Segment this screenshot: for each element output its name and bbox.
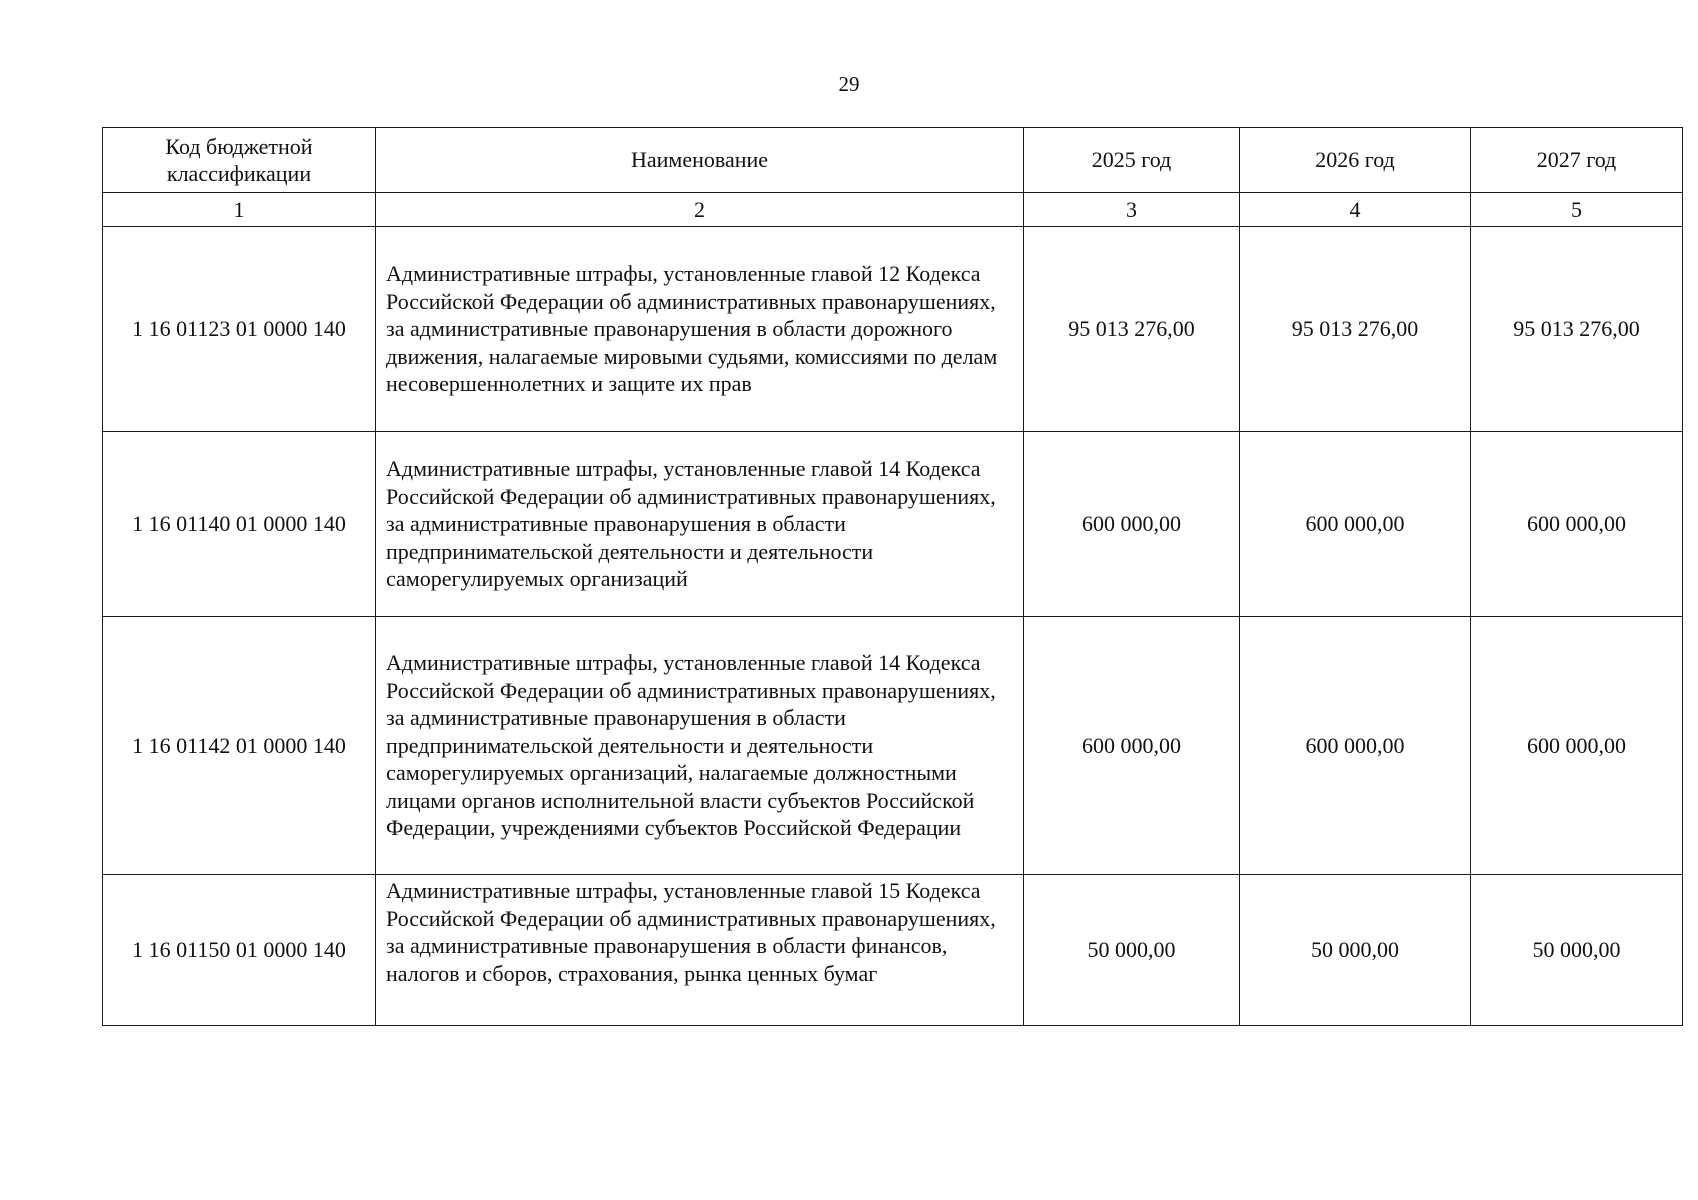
column-number-row xyxy=(103,193,1683,227)
value-2027-cell: 600 000,00 xyxy=(1471,617,1683,875)
table-header-row xyxy=(103,128,1683,193)
value-2026-cell: 600 000,00 xyxy=(1240,432,1471,617)
table-row xyxy=(103,432,1683,617)
code-cell: 1 16 01142 01 0000 140 xyxy=(103,617,376,875)
budget-table xyxy=(102,127,1683,1026)
header-2026: 2026 год xyxy=(1240,128,1471,193)
header-2027: 2027 год xyxy=(1471,128,1683,193)
column-number: 1 xyxy=(103,193,376,227)
value-2027-cell: 95 013 276,00 xyxy=(1471,227,1683,432)
table-row xyxy=(103,875,1683,1026)
value-2027-cell: 50 000,00 xyxy=(1471,875,1683,1026)
value-2025-cell: 600 000,00 xyxy=(1024,617,1240,875)
value-2026-cell: 600 000,00 xyxy=(1240,617,1471,875)
header-name: Наименование xyxy=(376,128,1024,193)
column-number: 5 xyxy=(1471,193,1683,227)
value-2025-cell: 95 013 276,00 xyxy=(1024,227,1240,432)
value-2025-cell: 50 000,00 xyxy=(1024,875,1240,1026)
table-row xyxy=(103,227,1683,432)
column-number: 4 xyxy=(1240,193,1471,227)
value-2025-cell: 600 000,00 xyxy=(1024,432,1240,617)
name-cell: Административные штрафы, установленные главой 14 Кодекса Российской Федерации об административных правонарушениях, за административные правонарушения в области предпринимательской деятельности и деятельности саморегулируемых организаций, налагаемые должностными лицами органов исполнительной власти субъектов Российской Федерации, учреждениями субъектов Российской Федерации xyxy=(376,617,1024,875)
header-2025: 2025 год xyxy=(1024,128,1240,193)
value-2027-cell: 600 000,00 xyxy=(1471,432,1683,617)
header-code: Код бюджетной классификации xyxy=(103,128,376,193)
value-2026-cell: 50 000,00 xyxy=(1240,875,1471,1026)
code-cell: 1 16 01123 01 0000 140 xyxy=(103,227,376,432)
column-number: 3 xyxy=(1024,193,1240,227)
name-cell: Административные штрафы, установленные главой 12 Кодекса Российской Федерации об административных правонарушениях, за административные правонарушения в области дорожного движения, налагаемые мировыми судьями, комиссиями по делам несовершеннолетних и защите их прав xyxy=(376,227,1024,432)
name-cell: Административные штрафы, установленные главой 15 Кодекса Российской Федерации об административных правонарушениях, за административные правонарушения в области финансов, налогов и сборов, страхования, рынка ценных бумаг xyxy=(376,875,1024,1026)
code-cell: 1 16 01140 01 0000 140 xyxy=(103,432,376,617)
value-2026-cell: 95 013 276,00 xyxy=(1240,227,1471,432)
page-number: 29 xyxy=(838,72,860,96)
table-row xyxy=(103,617,1683,875)
code-cell: 1 16 01150 01 0000 140 xyxy=(103,875,376,1026)
name-cell: Административные штрафы, установленные главой 14 Кодекса Российской Федерации об административных правонарушениях, за административные правонарушения в области предпринимательской деятельности и деятельности саморегулируемых организаций xyxy=(376,432,1024,617)
column-number: 2 xyxy=(376,193,1024,227)
